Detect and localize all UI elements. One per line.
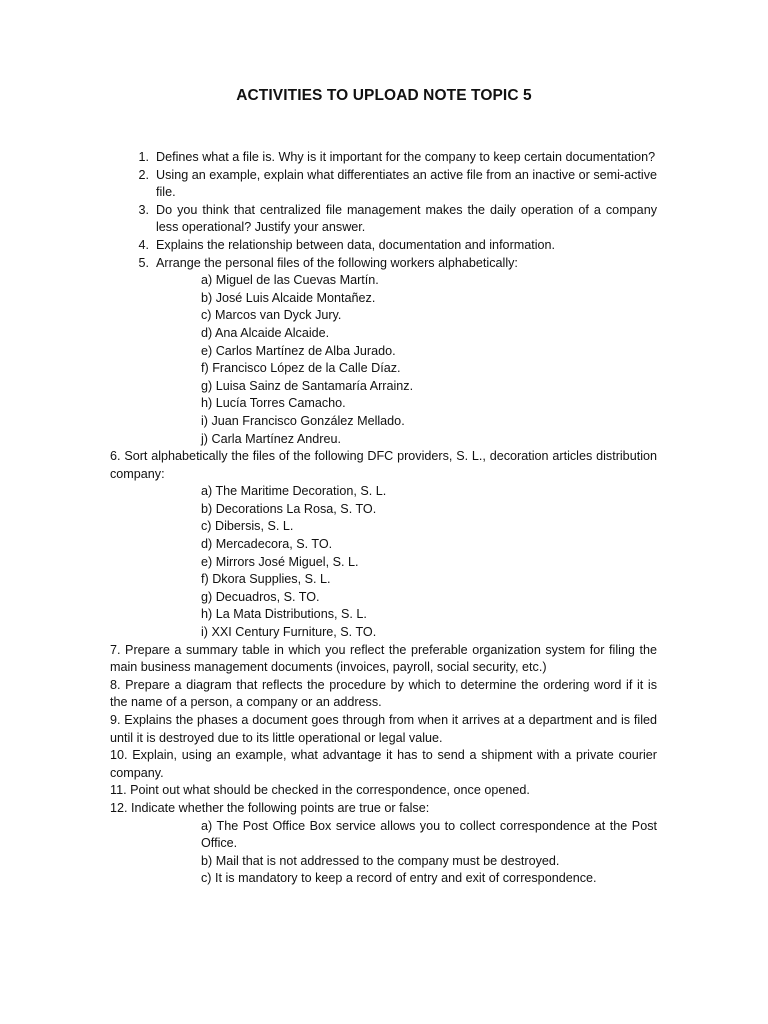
- list-item: c) Dibersis, S. L.: [201, 519, 294, 534]
- list-item: d) Mercadecora, S. TO.: [201, 537, 333, 552]
- list-item: g) Luisa Sainz de Santamaría Arrainz.: [201, 378, 414, 393]
- list-item: a) The Maritime Decoration, S. L.: [201, 484, 387, 499]
- question-6: 6. Sort alphabetically the files of the following DFC providers, S. L., decoration articles distribution company:: [110, 449, 657, 481]
- providers-list: [110, 483, 657, 641]
- question-7: 7. Prepare a summary table in which you reflect the preferable organization system for filing the main business management documents (invoices, payroll, social security, etc.): [110, 642, 657, 675]
- question-9: 9. Explains the phases a document goes through from when it arrives at a department and is filed until it is destroyed due to its little operational or legal value.: [110, 713, 657, 745]
- document-body: [110, 149, 657, 888]
- list-item: b) Mail that is not addressed to the company must be destroyed.: [201, 853, 560, 868]
- list-item: a) The Post Office Box service allows you to collect correspondence at the Post Office.: [201, 818, 657, 851]
- question-3: 3. Do you think that centralized file management makes the daily operation of a company less operational? Justify your answer.: [138, 202, 657, 235]
- question-4: 4. Explains the relationship between data, documentation and information.: [138, 237, 556, 252]
- list-item: f) Dkora Supplies, S. L.: [201, 572, 331, 587]
- list-item: b) Decorations La Rosa, S. TO.: [201, 501, 377, 516]
- question-2: 2. Using an example, explain what differentiates an active file from an inactive or semi-active file.: [138, 167, 657, 200]
- list-item: f) Francisco López de la Calle Díaz.: [201, 361, 401, 376]
- list-item: c) Marcos van Dyck Jury.: [201, 308, 342, 323]
- list-item: e) Mirrors José Miguel, S. L.: [201, 554, 359, 569]
- question-11: 11. Point out what should be checked in the correspondence, once opened.: [110, 783, 530, 798]
- list-item: g) Decuadros, S. TO.: [201, 589, 320, 604]
- list-item: i) XXI Century Furniture, S. TO.: [201, 625, 377, 640]
- list-item: j) Carla Martínez Andreu.: [201, 431, 341, 446]
- list-item: e) Carlos Martínez de Alba Jurado.: [201, 343, 396, 358]
- list-item: h) Lucía Torres Camacho.: [201, 396, 346, 411]
- true-false-list: [110, 818, 657, 888]
- numbered-questions: [110, 149, 657, 272]
- question-1: 1. Defines what a file is. Why is it important for the company to keep certain documentation?: [138, 150, 656, 164]
- list-item: i) Juan Francisco González Mellado.: [201, 413, 405, 428]
- question-5: 5. Arrange the personal files of the following workers alphabetically:: [138, 255, 518, 270]
- list-item: d) Ana Alcaide Alcaide.: [201, 325, 330, 340]
- question-8: 8. Prepare a diagram that reflects the procedure by which to determine the ordering word if it is the name of a person, a company or an address.: [110, 677, 657, 710]
- page-title: ACTIVITIES TO UPLOAD NOTE TOPIC 5: [236, 87, 532, 104]
- workers-list: [110, 272, 657, 448]
- list-item: c) It is mandatory to keep a record of entry and exit of correspondence.: [201, 871, 597, 886]
- list-item: a) Miguel de las Cuevas Martín.: [201, 273, 379, 288]
- list-item: h) La Mata Distributions, S. L.: [201, 607, 367, 622]
- question-10: 10. Explain, using an example, what advantage it has to send a shipment with a private courier company.: [110, 748, 657, 780]
- list-item: b) José Luis Alcaide Montañez.: [201, 290, 376, 305]
- question-12: 12. Indicate whether the following points are true or false:: [110, 800, 430, 815]
